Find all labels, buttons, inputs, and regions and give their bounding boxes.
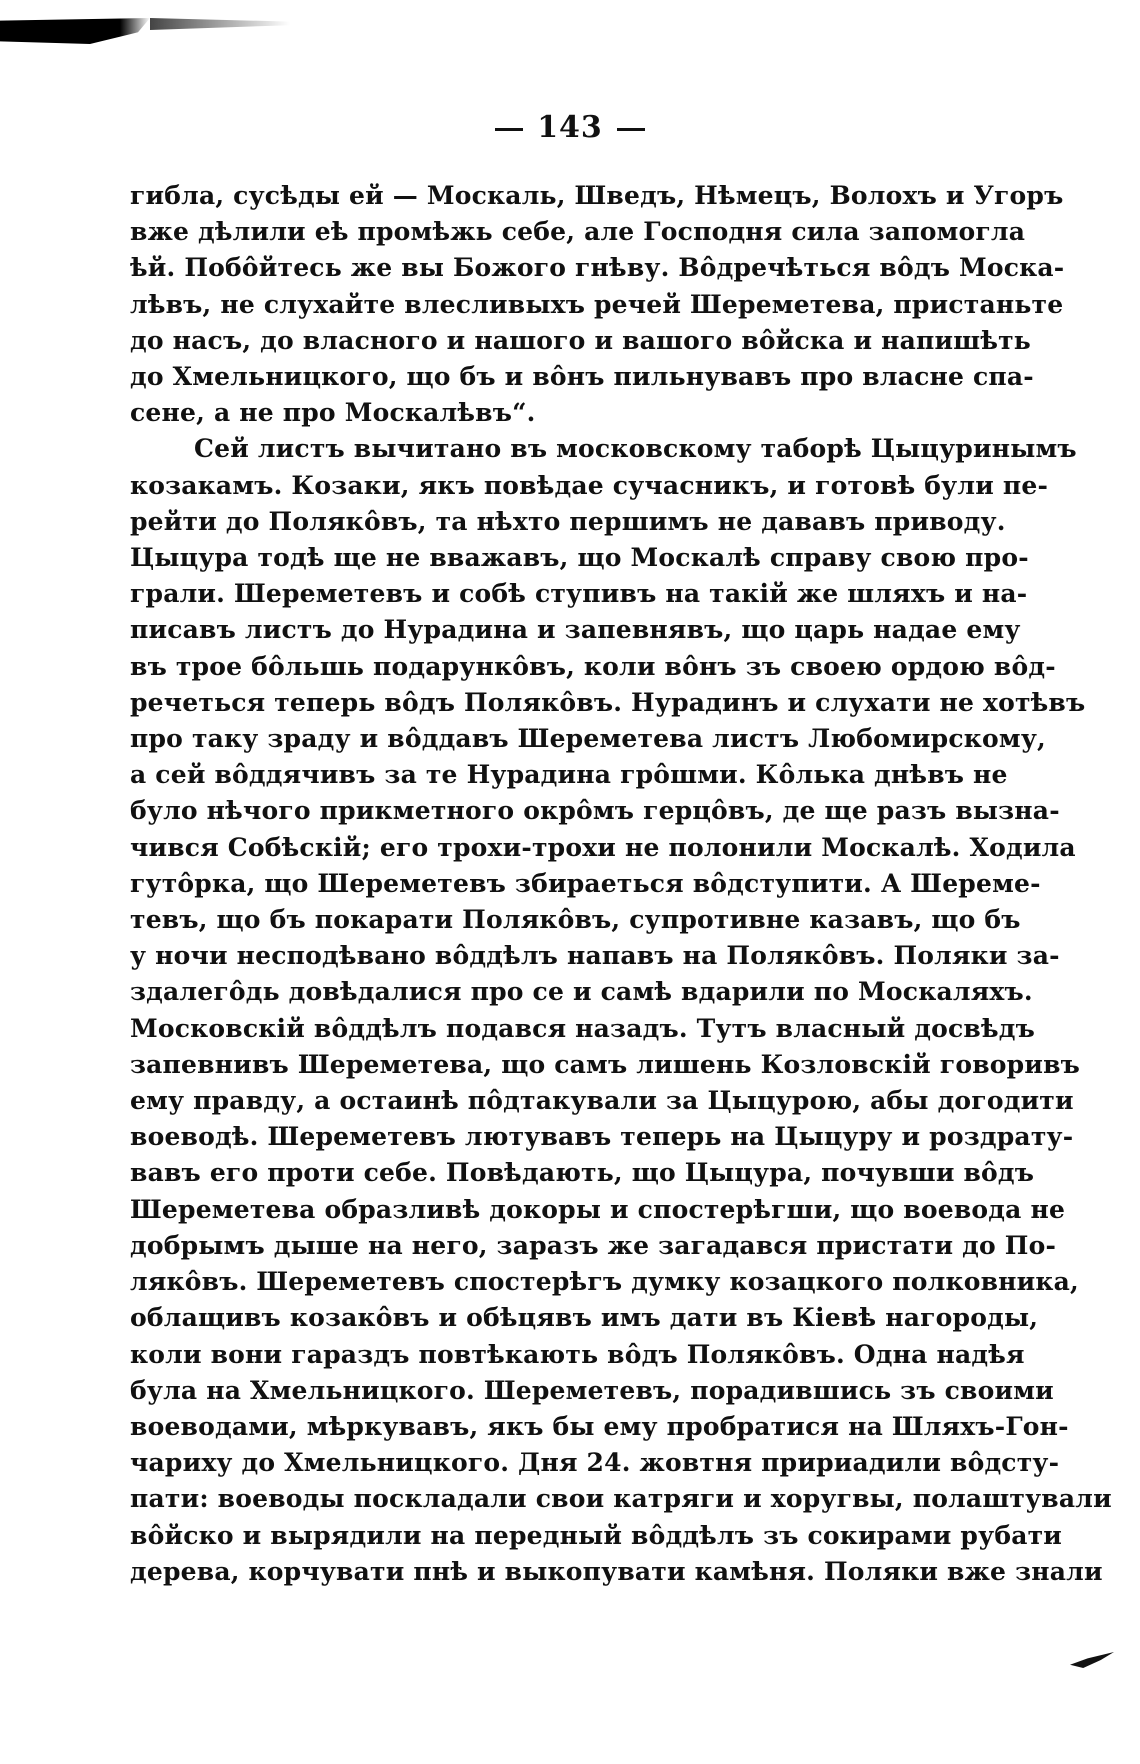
text-line: вже дѣлили еѣ промѣжь себе, але Господня сила запомогла: [130, 217, 1026, 247]
text-line: пати: воеводы поскладали свои катряги и хоругвы, полаштували: [130, 1484, 1112, 1514]
text-line: лякôвъ. Шереметевъ спостерѣгъ думку козацкого полковника,: [130, 1267, 1079, 1297]
text-line: було нѣчого прикметного окрôмъ герцôвъ, де ще разъ вызна-: [130, 796, 1060, 826]
scan-corner-smudge: [0, 18, 150, 44]
pen-mark: [1070, 1652, 1114, 1668]
text-line: Сей листъ вычитано въ московскому таборѣ Цыцуринымъ: [194, 434, 1077, 464]
text-line: лѣвъ, не слухайте влесливыхъ речей Шереметева, пристаньте: [130, 289, 1064, 319]
text-line: гибла, сусѣды ей — Москаль, Шведъ, Нѣмецъ, Волохъ и Угоръ: [130, 181, 1064, 210]
text-line: облащивъ козакôвъ и обѣцявъ имъ дати въ Кіевѣ нагороды,: [130, 1303, 1039, 1333]
text-line: до Хмельницкого, що бъ и вôнъ пильнувавъ про власне спа-: [130, 362, 1034, 392]
text-line: у ночи несподѣвано вôддѣлъ напавъ на Полякôвъ. Поляки за-: [130, 941, 1060, 971]
text-line: речеться теперь вôдъ Полякôвъ. Нурадинъ и слухати не хотѣвъ: [130, 687, 1086, 717]
text-line: писавъ листъ до Нурадина и запевнявъ, що царь надае ему: [130, 615, 1021, 645]
text-line: воеводѣ. Шереметевъ лютувавъ теперь на Цыцуру и роздрату-: [130, 1122, 1074, 1152]
text-line: сене, а не про Москалѣвъ“.: [130, 398, 536, 428]
page-number-dash-right: [617, 128, 645, 131]
page-number: [0, 110, 1140, 145]
text-line: про таку зраду и вôддавъ Шереметева листъ Любомирскому,: [130, 724, 1046, 754]
text-line: а сей вôддячивъ за те Нурадина грôшми. Кôлька днѣвъ не: [130, 760, 1008, 790]
text-line: чариху до Хмельницкого. Дня 24. жовтня пририадили вôдсту-: [130, 1448, 1060, 1478]
text-line: ѣй. Побôйтесь же вы Божого гнѣву. Вôдречѣться вôдъ Моска-: [130, 253, 1065, 283]
text-line: добрымъ дыше на него, заразъ же загадався пристати до По-: [130, 1230, 1057, 1260]
text-line: Московскій вôддѣлъ подався назадъ. Тутъ власный досвѣдъ: [130, 1013, 1035, 1043]
text-line: Цыцура тодѣ ще не вважавъ, що Москалѣ справу свою про-: [130, 543, 1029, 573]
text-line: до насъ, до власного и нашого и вашого вôйска и напишѣть: [130, 325, 1031, 355]
text-line: вôйско и вырядили на передный вôддѣлъ зъ сокирами рубати: [130, 1520, 1063, 1550]
text-line: въ трое бôльшь подарункôвъ, коли вôнъ зъ своею ордою вôд-: [130, 651, 1056, 681]
text-line: Шереметева образливѣ докоры и спостерѣгши, що воевода не: [130, 1194, 1066, 1224]
text-line: козакамъ. Козаки, якъ повѣдае сучасникъ, и готовѣ були пе-: [130, 470, 1049, 500]
text-line: чився Собѣскій; его трохи-трохи не полонили Москалѣ. Ходила: [130, 832, 1076, 862]
text-line: воеводами, мѣркувавъ, якъ бы ему пробратися на Шляхъ-Гон-: [130, 1411, 1069, 1441]
text-line: грали. Шереметевъ и собѣ ступивъ на такій же шляхъ и на-: [130, 579, 1028, 609]
page-number-dash-left: [495, 128, 523, 131]
text-line: тевъ, що бъ покарати Полякôвъ, супротивне казавъ, що бъ: [130, 905, 1021, 935]
text-line: гутôрка, що Шереметевъ збираеться вôдступити. А Шереме-: [130, 868, 1041, 898]
text-line: вавъ его проти себе. Повѣдають, що Цыцура, почувши вôдъ: [130, 1158, 1035, 1188]
text-line: запевнивъ Шереметева, що самъ лишень Козловскій говоривъ: [130, 1049, 1081, 1079]
text-line: ему правду, а остаинѣ пôдтакували за Цыцурою, абы догодити: [130, 1086, 1074, 1116]
page-number-value: 143: [537, 110, 603, 145]
text-line: була на Хмельницкого. Шереметевъ, порадившись зъ своими: [130, 1375, 1054, 1405]
page-text: [130, 178, 1112, 1590]
text-line: здалегôдь довѣдалися про се и самѣ вдарили по Москаляхъ.: [130, 977, 1033, 1007]
text-line: рейти до Полякôвъ, та нѣхто першимъ не дававъ приводу.: [130, 506, 1006, 536]
text-line: коли вони гараздъ повтѣкають вôдъ Полякôвъ. Одна надѣя: [130, 1339, 1025, 1369]
text-line: дерева, корчувати пнѣ и выкопувати камѣня. Поляки вже знали: [130, 1556, 1103, 1586]
scan-corner-smudge-tail: [150, 18, 290, 30]
